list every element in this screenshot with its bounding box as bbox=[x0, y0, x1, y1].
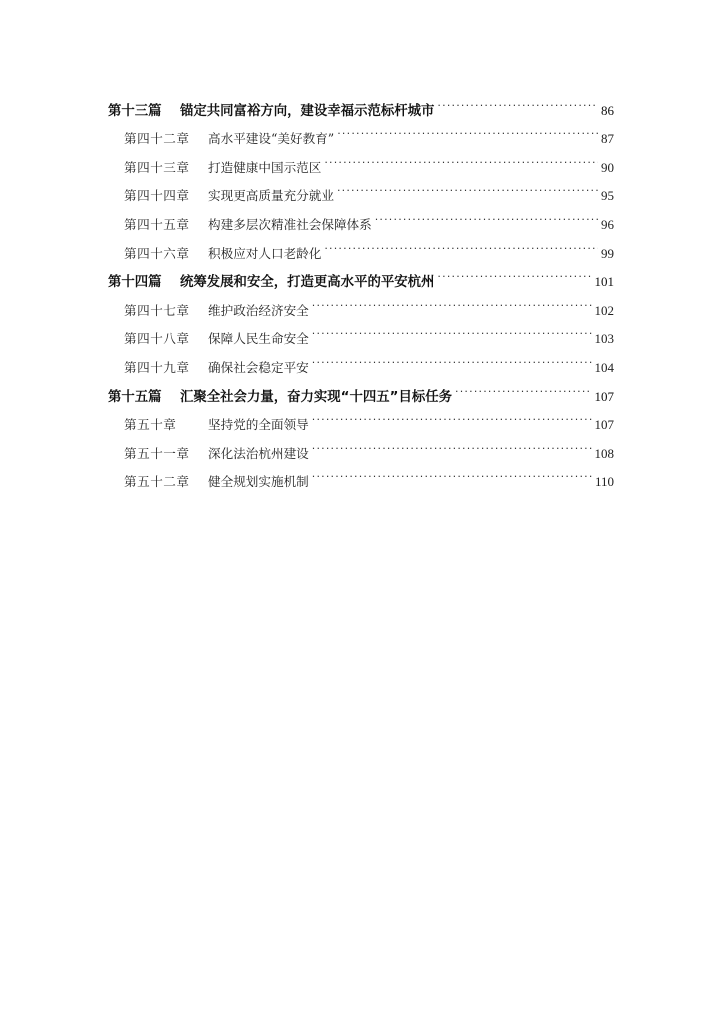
dot-leader bbox=[312, 343, 592, 372]
chapter-title: 维护政治经济安全 bbox=[208, 302, 309, 318]
dot-leader bbox=[375, 200, 598, 229]
dot-leader bbox=[324, 143, 598, 172]
chapter-number: 第四十四章 bbox=[124, 188, 190, 204]
page-number: 96 bbox=[601, 216, 614, 232]
dot-leader bbox=[312, 401, 592, 430]
part-title: 锚定共同富裕方向，建设幸福示范标杆城市 bbox=[180, 103, 435, 119]
dot-leader bbox=[437, 258, 591, 287]
chapter-title: 积极应对人口老龄化 bbox=[208, 245, 322, 261]
dot-leader bbox=[312, 315, 592, 344]
page-number: 110 bbox=[594, 474, 614, 490]
chapter-number: 第四十九章 bbox=[124, 359, 190, 375]
page-number: 107 bbox=[594, 388, 614, 404]
chapter-title: 确保社会稳定平安 bbox=[208, 359, 309, 375]
chapter-title: 实现更高质量充分就业 bbox=[208, 188, 334, 204]
chapter-number: 第四十六章 bbox=[124, 245, 190, 261]
chapter-number: 第五十二章 bbox=[124, 474, 190, 490]
chapter-title: 保障人民生命安全 bbox=[208, 331, 309, 347]
chapter-number: 第四十五章 bbox=[124, 216, 190, 232]
dot-leader bbox=[324, 229, 598, 258]
page-number: 101 bbox=[594, 274, 614, 290]
dot-leader bbox=[437, 86, 598, 115]
page-number: 103 bbox=[594, 331, 614, 347]
chapter-number: 第四十七章 bbox=[124, 302, 190, 318]
chapter-number: 第四十八章 bbox=[124, 331, 190, 347]
toc-part-entry[interactable] bbox=[108, 86, 614, 119]
page-number: 95 bbox=[601, 188, 614, 204]
chapter-number: 第四十二章 bbox=[124, 131, 190, 147]
page-number: 108 bbox=[594, 445, 614, 461]
dot-leader bbox=[312, 286, 592, 315]
chapter-title: 打造健康中国示范区 bbox=[208, 159, 322, 175]
part-number: 第十三篇 bbox=[108, 103, 162, 119]
chapter-title: 坚持党的全面领导 bbox=[208, 417, 309, 433]
page-number: 104 bbox=[594, 359, 614, 375]
page-number: 99 bbox=[601, 245, 614, 261]
dot-leader bbox=[312, 458, 592, 487]
chapter-number: 第五十章 bbox=[124, 417, 177, 433]
chapter-title: 深化法治杭州建设 bbox=[208, 445, 309, 461]
part-title: 统筹发展和安全，打造更高水平的平安杭州 bbox=[180, 275, 435, 291]
dot-leader bbox=[455, 372, 591, 401]
chapter-number: 第四十三章 bbox=[124, 159, 190, 175]
part-number: 第十五篇 bbox=[108, 389, 162, 405]
page-number: 86 bbox=[601, 102, 614, 118]
chapter-title: 高水平建设“美好教育” bbox=[208, 131, 335, 147]
page-number: 87 bbox=[601, 131, 614, 147]
dot-leader bbox=[337, 115, 598, 144]
dot-leader bbox=[312, 429, 592, 458]
page-number: 107 bbox=[594, 417, 614, 433]
part-title: 汇聚全社会力量，奋力实现“十四五”目标任务 bbox=[180, 389, 453, 405]
page-number: 90 bbox=[601, 159, 614, 175]
part-number: 第十四篇 bbox=[108, 275, 162, 291]
page-number: 102 bbox=[594, 302, 614, 318]
chapter-title: 健全规划实施机制 bbox=[208, 474, 309, 490]
chapter-number: 第五十一章 bbox=[124, 445, 190, 461]
dot-leader bbox=[337, 172, 598, 201]
chapter-title: 构建多层次精准社会保障体系 bbox=[208, 216, 372, 232]
table-of-contents bbox=[108, 86, 614, 490]
